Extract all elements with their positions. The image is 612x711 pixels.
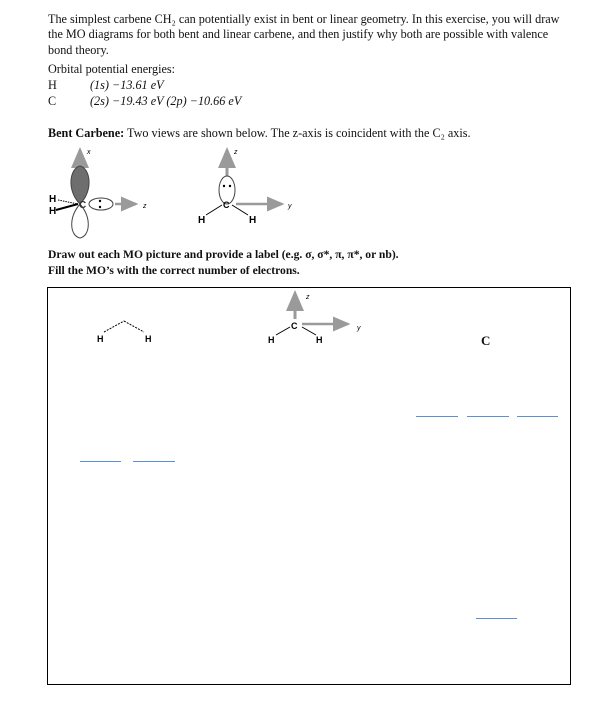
h-c-wedge-bond — [56, 204, 78, 210]
bent-view-2 — [198, 149, 292, 226]
intro-line-2: the MO diagrams for both bent and linear carbene, and then justify why both are possible with valence — [48, 27, 549, 42]
h-fragment-level-2 — [133, 461, 175, 462]
c-h-right-bond — [232, 205, 248, 215]
bent-carbene-views — [0, 140, 612, 240]
energy-atom-h: H — [48, 78, 57, 92]
h-c-hashed-bond — [58, 200, 78, 204]
bent-carbene-heading-rest: Two views are shown below. The z-axis is coincident with the C₂ axis. — [124, 126, 471, 140]
h-left-label-2: H — [198, 215, 206, 226]
intro-line-1: The simplest carbene CH₂ can potentially exist in bent or linear geometry. In this exercise, you will draw — [48, 12, 560, 26]
instructions-line-1: Draw out each MO picture and provide a label (e.g. σ, σ*, π, π*, or nb). — [48, 248, 399, 261]
orbital-energies-heading: Orbital potential energies: — [48, 62, 176, 76]
box-h-right-label: H — [316, 335, 323, 345]
box-h-left-label: H — [268, 335, 275, 345]
h1-label: H — [97, 334, 104, 344]
c-2s-level — [476, 618, 517, 619]
z-axis-label-2: z — [234, 149, 238, 156]
box-z-axis-label: z — [306, 294, 310, 301]
h-top-label: H — [49, 194, 57, 205]
energy-values-h: (1s) −13.61 eV — [90, 78, 164, 92]
z-axis-label: z — [143, 203, 147, 210]
bent-carbene-heading — [48, 126, 471, 141]
lone-pair-lobe — [89, 198, 113, 210]
box-y-axis-label: y — [357, 325, 361, 332]
carbon-label-2: C — [223, 200, 230, 210]
energy-values-c: (2s) −19.43 eV (2p) −10.66 eV — [90, 94, 242, 108]
h-h-fragment — [97, 321, 152, 344]
carbon-label: C — [79, 200, 87, 211]
ch2-molecule — [268, 293, 361, 345]
c-2p-level-2 — [467, 416, 509, 417]
energy-atom-c: C — [48, 94, 57, 108]
y-axis-label: y — [288, 203, 292, 210]
c-2p-level-1 — [416, 416, 458, 417]
instructions-line-2: Fill the MO’s with the correct number of electrons. — [48, 264, 300, 277]
carbon-atom-label: C — [481, 333, 491, 348]
intro-line-3: bond theory. — [48, 42, 109, 57]
bent-view-1 — [49, 149, 147, 238]
c-h-left-bond — [206, 205, 222, 215]
filled-p-lobe — [71, 166, 89, 204]
h-fragment-level-1 — [80, 461, 121, 462]
x-axis-label: x — [87, 149, 91, 156]
h-bottom-label: H — [49, 206, 57, 217]
box-carbon-label: C — [291, 321, 298, 331]
h2-label: H — [145, 334, 152, 344]
c-2p-level-3 — [517, 416, 558, 417]
mo-box-fragments — [0, 287, 612, 367]
intro-paragraph — [48, 12, 568, 58]
bent-carbene-heading-bold: Bent Carbene: — [48, 126, 125, 140]
h-right-label-2: H — [249, 215, 257, 226]
